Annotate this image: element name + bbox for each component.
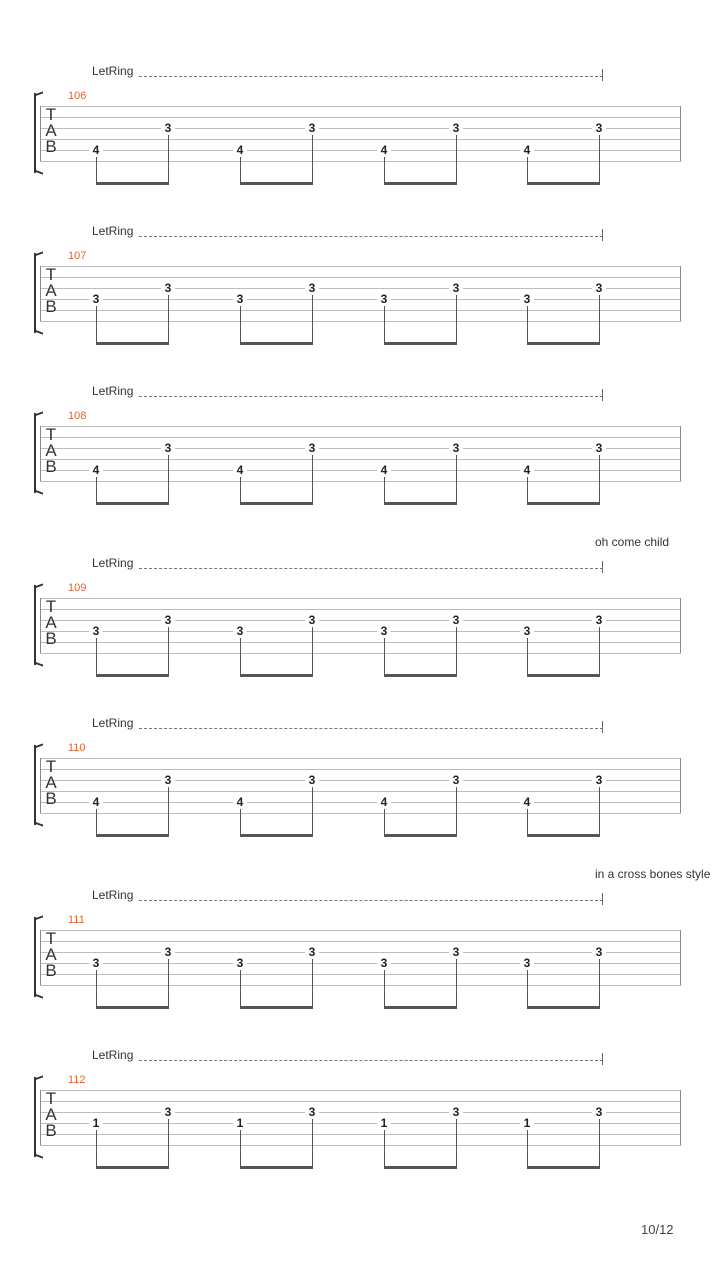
note-stem <box>456 626 457 674</box>
tab-clef-letter: B <box>45 297 57 316</box>
note-stem <box>384 1129 385 1166</box>
note-stem <box>599 134 600 182</box>
note-stem <box>527 808 528 834</box>
tab-clef-letter: T <box>45 1089 57 1108</box>
note-beam <box>527 674 600 677</box>
note-stem <box>240 156 241 182</box>
note-stem <box>96 476 97 502</box>
note-beam <box>96 502 169 505</box>
end-barline <box>680 758 681 813</box>
fret-number: 4 <box>520 796 534 809</box>
staff-line <box>40 609 681 610</box>
fret-number: 4 <box>520 464 534 477</box>
note-stem <box>168 958 169 1006</box>
tab-clef-letter: T <box>45 757 57 776</box>
let-ring-end <box>602 1053 603 1065</box>
fret-number: 4 <box>89 464 103 477</box>
fret-number: 3 <box>161 282 175 295</box>
staff-line <box>40 780 681 781</box>
tab-system <box>0 1048 720 1208</box>
note-beam <box>96 674 169 677</box>
note-stem <box>384 476 385 502</box>
tab-clef <box>44 931 58 979</box>
staff-line <box>40 974 681 975</box>
tab-clef-letter: A <box>45 773 57 792</box>
fret-number: 3 <box>520 625 534 638</box>
tab-system <box>0 867 720 1048</box>
note-stem <box>527 305 528 342</box>
note-stem <box>456 1118 457 1166</box>
system-bracket <box>34 93 43 173</box>
tab-clef-letter: A <box>45 613 57 632</box>
tab-system <box>0 535 720 716</box>
fret-number: 3 <box>161 614 175 627</box>
tab-clef-letter: B <box>45 137 57 156</box>
lyric-text: in a cross bones style <box>595 867 711 881</box>
note-beam <box>384 182 457 185</box>
staff-line <box>40 426 681 427</box>
tab-system <box>0 384 720 544</box>
fret-number: 3 <box>161 442 175 455</box>
note-stem <box>384 969 385 1006</box>
staff-line <box>40 1112 681 1113</box>
end-barline <box>680 426 681 481</box>
let-ring-line <box>139 728 603 729</box>
staff-line <box>40 1123 681 1124</box>
note-stem <box>384 305 385 342</box>
fret-number: 4 <box>520 144 534 157</box>
tab-clef-letter: A <box>45 441 57 460</box>
let-ring-line <box>139 76 603 77</box>
staff-line <box>40 470 681 471</box>
staff-line <box>40 653 681 654</box>
fret-number: 3 <box>233 625 247 638</box>
fret-number: 3 <box>305 946 319 959</box>
staff-line <box>40 985 681 986</box>
note-stem <box>312 626 313 674</box>
note-stem <box>527 476 528 502</box>
note-beam <box>384 1166 457 1169</box>
note-beam <box>527 182 600 185</box>
tab-clef <box>44 107 58 155</box>
fret-number: 3 <box>89 293 103 306</box>
staff-line <box>40 459 681 460</box>
tab-system <box>0 64 720 224</box>
note-stem <box>312 1118 313 1166</box>
note-stem <box>168 454 169 502</box>
fret-number: 3 <box>377 293 391 306</box>
note-stem <box>96 156 97 182</box>
note-beam <box>96 1166 169 1169</box>
bar-number: 112 <box>68 1074 86 1086</box>
bar-number: 106 <box>68 90 87 102</box>
note-beam <box>96 342 169 345</box>
tab-clef-letter: T <box>45 105 57 124</box>
bar-number: 111 <box>68 914 85 926</box>
tab-clef-letter: A <box>45 121 57 140</box>
note-stem <box>96 808 97 834</box>
fret-number: 3 <box>449 1106 463 1119</box>
staff-line <box>40 128 681 129</box>
tab-clef-letter: B <box>45 789 57 808</box>
staff-line <box>40 1090 681 1091</box>
tab-clef-letter: B <box>45 629 57 648</box>
staff-line <box>40 813 681 814</box>
staff-line <box>40 1101 681 1102</box>
bar-number: 109 <box>68 582 87 594</box>
let-ring-end <box>602 229 603 241</box>
let-ring-label: LetRing <box>92 384 134 398</box>
tab-clef-letter: T <box>45 265 57 284</box>
tab-clef-letter: B <box>45 457 57 476</box>
staff-line <box>40 266 681 267</box>
note-stem <box>456 786 457 834</box>
note-beam <box>240 1166 313 1169</box>
fret-number: 4 <box>233 796 247 809</box>
tab-clef <box>44 267 58 315</box>
fret-number: 3 <box>592 946 606 959</box>
tab-system <box>0 716 720 876</box>
tab-clef <box>44 759 58 807</box>
staff-line <box>40 952 681 953</box>
let-ring-label: LetRing <box>92 1048 134 1062</box>
staff-line <box>40 791 681 792</box>
note-beam <box>240 502 313 505</box>
fret-number: 3 <box>161 946 175 959</box>
fret-number: 1 <box>377 1117 391 1130</box>
staff-line <box>40 139 681 140</box>
let-ring-label: LetRing <box>92 224 134 238</box>
let-ring-end <box>602 561 603 573</box>
fret-number: 3 <box>161 1106 175 1119</box>
system-bracket <box>34 585 43 665</box>
bar-number: 110 <box>68 742 86 754</box>
let-ring-label: LetRing <box>92 716 134 730</box>
tab-clef-letter: A <box>45 945 57 964</box>
note-stem <box>312 134 313 182</box>
note-stem <box>168 786 169 834</box>
end-barline <box>680 1090 681 1145</box>
note-beam <box>384 674 457 677</box>
staff-line <box>40 769 681 770</box>
note-stem <box>312 958 313 1006</box>
note-stem <box>456 294 457 342</box>
staff-line <box>40 631 681 632</box>
staff-line <box>40 1134 681 1135</box>
note-beam <box>240 182 313 185</box>
fret-number: 3 <box>89 625 103 638</box>
staff-line <box>40 277 681 278</box>
note-stem <box>527 969 528 1006</box>
staff-line <box>40 620 681 621</box>
tab-clef-letter: T <box>45 929 57 948</box>
fret-number: 3 <box>592 1106 606 1119</box>
note-stem <box>168 134 169 182</box>
note-stem <box>599 958 600 1006</box>
note-stem <box>96 305 97 342</box>
fret-number: 4 <box>377 464 391 477</box>
note-beam <box>240 674 313 677</box>
fret-number: 3 <box>592 442 606 455</box>
note-stem <box>168 1118 169 1166</box>
tab-system <box>0 224 720 384</box>
fret-number: 4 <box>377 144 391 157</box>
end-barline <box>680 598 681 653</box>
tab-clef-letter: B <box>45 961 57 980</box>
note-stem <box>527 1129 528 1166</box>
staff-line <box>40 321 681 322</box>
bar-number: 107 <box>68 250 87 262</box>
fret-number: 1 <box>233 1117 247 1130</box>
note-stem <box>599 294 600 342</box>
let-ring-label: LetRing <box>92 64 134 78</box>
note-stem <box>384 808 385 834</box>
page-number: 10/12 <box>641 1222 674 1237</box>
fret-number: 4 <box>233 464 247 477</box>
note-stem <box>96 637 97 674</box>
note-beam <box>384 502 457 505</box>
bar-number: 108 <box>68 410 87 422</box>
staff-line <box>40 1145 681 1146</box>
fret-number: 3 <box>305 282 319 295</box>
fret-number: 3 <box>592 614 606 627</box>
fret-number: 3 <box>233 957 247 970</box>
staff-line <box>40 117 681 118</box>
note-stem <box>312 786 313 834</box>
note-beam <box>527 834 600 837</box>
note-stem <box>312 294 313 342</box>
note-beam <box>240 1006 313 1009</box>
fret-number: 3 <box>305 442 319 455</box>
end-barline <box>680 930 681 985</box>
note-stem <box>527 637 528 674</box>
tab-clef <box>44 599 58 647</box>
note-beam <box>527 1166 600 1169</box>
staff-line <box>40 310 681 311</box>
system-bracket <box>34 413 43 493</box>
note-stem <box>96 969 97 1006</box>
let-ring-line <box>139 1060 603 1061</box>
staff-line <box>40 161 681 162</box>
note-beam <box>384 834 457 837</box>
note-stem <box>96 1129 97 1166</box>
note-beam <box>96 1006 169 1009</box>
note-stem <box>599 1118 600 1166</box>
fret-number: 3 <box>449 442 463 455</box>
fret-number: 3 <box>520 957 534 970</box>
staff-line <box>40 288 681 289</box>
staff-line <box>40 930 681 931</box>
note-beam <box>240 834 313 837</box>
note-stem <box>456 134 457 182</box>
system-bracket <box>34 917 43 997</box>
tab-clef-letter: A <box>45 281 57 300</box>
note-stem <box>527 156 528 182</box>
let-ring-end <box>602 721 603 733</box>
fret-number: 3 <box>161 122 175 135</box>
staff-line <box>40 437 681 438</box>
fret-number: 3 <box>305 774 319 787</box>
note-beam <box>527 342 600 345</box>
staff-line <box>40 963 681 964</box>
fret-number: 3 <box>520 293 534 306</box>
fret-number: 4 <box>89 796 103 809</box>
tab-clef <box>44 1091 58 1139</box>
fret-number: 3 <box>449 614 463 627</box>
note-beam <box>96 834 169 837</box>
note-stem <box>240 476 241 502</box>
note-stem <box>240 808 241 834</box>
fret-number: 3 <box>377 625 391 638</box>
note-stem <box>168 626 169 674</box>
let-ring-label: LetRing <box>92 888 134 902</box>
fret-number: 1 <box>89 1117 103 1130</box>
let-ring-line <box>139 236 603 237</box>
fret-number: 3 <box>449 282 463 295</box>
let-ring-line <box>139 396 603 397</box>
fret-number: 3 <box>89 957 103 970</box>
tab-clef-letter: T <box>45 597 57 616</box>
fret-number: 3 <box>592 122 606 135</box>
end-barline <box>680 266 681 321</box>
let-ring-line <box>139 900 603 901</box>
fret-number: 3 <box>305 122 319 135</box>
note-stem <box>312 454 313 502</box>
staff-line <box>40 941 681 942</box>
system-bracket <box>34 745 43 825</box>
tab-clef-letter: A <box>45 1105 57 1124</box>
note-stem <box>240 637 241 674</box>
note-stem <box>384 156 385 182</box>
note-stem <box>456 454 457 502</box>
staff-line <box>40 448 681 449</box>
note-stem <box>456 958 457 1006</box>
note-beam <box>96 182 169 185</box>
fret-number: 1 <box>520 1117 534 1130</box>
staff-line <box>40 758 681 759</box>
tab-clef-letter: B <box>45 1121 57 1140</box>
note-beam <box>240 342 313 345</box>
fret-number: 4 <box>89 144 103 157</box>
fret-number: 3 <box>161 774 175 787</box>
note-beam <box>527 1006 600 1009</box>
fret-number: 3 <box>305 614 319 627</box>
fret-number: 3 <box>233 293 247 306</box>
note-beam <box>384 342 457 345</box>
staff-line <box>40 106 681 107</box>
let-ring-label: LetRing <box>92 556 134 570</box>
fret-number: 3 <box>449 946 463 959</box>
tab-clef <box>44 427 58 475</box>
system-bracket <box>34 1077 43 1157</box>
fret-number: 3 <box>305 1106 319 1119</box>
staff-line <box>40 802 681 803</box>
lyric-text: oh come child <box>595 535 670 549</box>
fret-number: 4 <box>377 796 391 809</box>
note-stem <box>240 305 241 342</box>
let-ring-end <box>602 389 603 401</box>
note-stem <box>168 294 169 342</box>
note-stem <box>599 626 600 674</box>
fret-number: 3 <box>592 774 606 787</box>
staff-line <box>40 299 681 300</box>
note-stem <box>599 454 600 502</box>
let-ring-end <box>602 69 603 81</box>
note-stem <box>384 637 385 674</box>
end-barline <box>680 106 681 161</box>
fret-number: 4 <box>233 144 247 157</box>
fret-number: 3 <box>449 122 463 135</box>
staff-line <box>40 481 681 482</box>
fret-number: 3 <box>377 957 391 970</box>
note-beam <box>527 502 600 505</box>
fret-number: 3 <box>449 774 463 787</box>
note-beam <box>384 1006 457 1009</box>
fret-number: 3 <box>592 282 606 295</box>
staff-line <box>40 642 681 643</box>
note-stem <box>240 1129 241 1166</box>
let-ring-end <box>602 893 603 905</box>
note-stem <box>599 786 600 834</box>
staff-line <box>40 598 681 599</box>
tab-clef-letter: T <box>45 425 57 444</box>
system-bracket <box>34 253 43 333</box>
let-ring-line <box>139 568 603 569</box>
staff-line <box>40 150 681 151</box>
note-stem <box>240 969 241 1006</box>
